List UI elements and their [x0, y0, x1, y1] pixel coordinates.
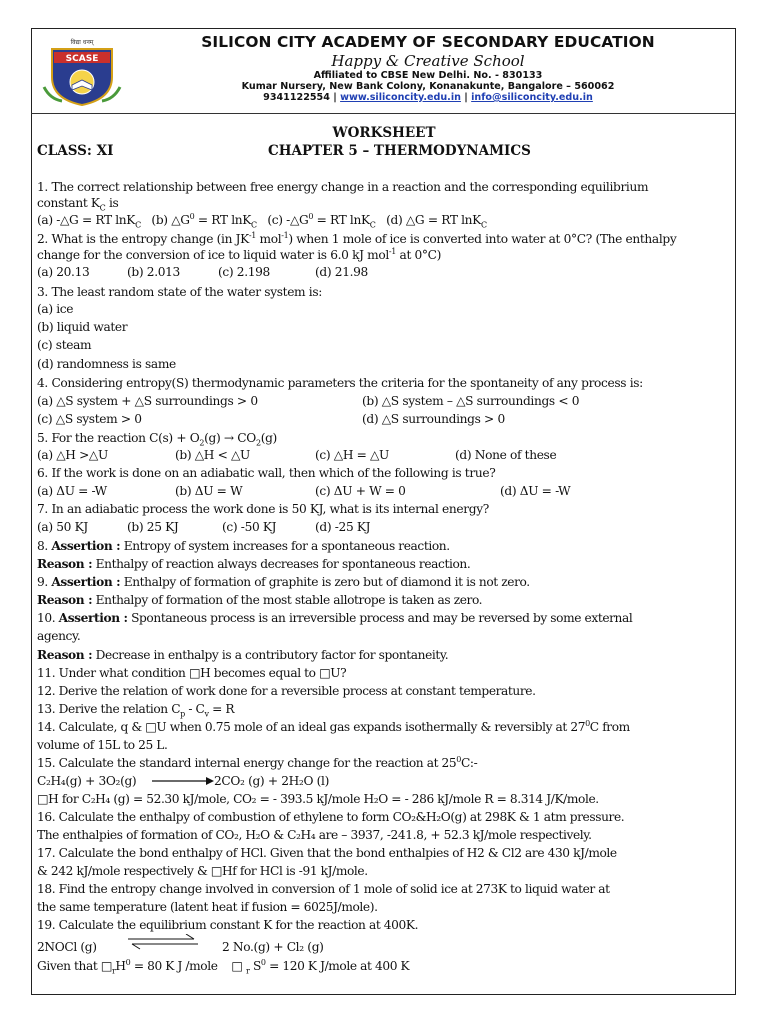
question-6-option-d: (d) ΔU = -W — [500, 484, 571, 498]
question-2-option-c: (c) 2.198 — [218, 265, 270, 279]
question-16-line-2: The enthalpies of formation of CO₂, H₂O & C₂H₄ are – 3937, -241.8, + 52.3 kJ/mole respectively. — [37, 828, 592, 842]
question-17-line-1: 17. Calculate the bond enthalpy of HCl. Given that the bond enthalpies of H2 & Cl2 are 430 kJ/mole — [37, 846, 617, 860]
question-8-reason: Reason : Enthalpy of reaction always decreases for spontaneous reaction. — [37, 557, 471, 571]
question-1-line-2: constant $K_C$ is — [37, 196, 119, 213]
question-2-option-d: (d) 21.98 — [315, 265, 368, 279]
question-4-option-a: (a) △S system + △S surroundings > 0 — [37, 394, 258, 408]
question-3-option-b: (b) liquid water — [37, 320, 128, 334]
question-4-option-c: (c) △S system > 0 — [37, 412, 142, 426]
school-tagline: Happy & Creative School — [331, 52, 525, 70]
question-4-option-d: (d) △S surroundings > 0 — [362, 412, 505, 426]
question-10-assertion: 10. Assertion : Spontaneous process is an irreversible process and may be reversed by some external — [37, 611, 633, 625]
email-link[interactable]: info@siliconcity.edu.in — [471, 92, 593, 103]
question-3-option-d: (d) randomness is same — [37, 357, 176, 371]
question-6-option-c: (c) ΔU + W = 0 — [315, 484, 406, 498]
worksheet-title: WORKSHEET — [332, 125, 436, 141]
reaction-arrow — [152, 776, 214, 786]
question-2-line-1: 2. What is the entropy change (in $JK^{-1}$ mol$^{-1}$) when 1 mole of ice is converted into water at 0°C? (The enthalpy — [37, 230, 677, 246]
school-name: SILICON CITY ACADEMY OF SECONDARY EDUCATION — [201, 33, 655, 51]
question-15: 15. Calculate the standard internal energy change for the reaction at $25^0C:-$ — [37, 754, 478, 770]
question-19: 19. Calculate the equilibrium constant K for the reaction at 400K. — [37, 918, 419, 932]
question-4-option-b: (b) △S system – △S surroundings < 0 — [362, 394, 580, 408]
question-3-option-c: (c) steam — [37, 338, 92, 352]
question-4: 4. Considering entropy(S) thermodynamic parameters the criteria for the spontaneity of any process is: — [37, 376, 643, 390]
question-2-option-a: (a) 20.13 — [37, 265, 90, 279]
question-19-products: 2 No.(g) + Cl₂ (g) — [222, 940, 324, 954]
question-3-option-a: (a) ice — [37, 302, 74, 316]
question-7-option-c: (c) -50 KJ — [222, 520, 277, 534]
question-19-reactant: 2NOCl (g) — [37, 940, 97, 954]
question-7-option-d: (d) -25 KJ — [315, 520, 371, 534]
question-15-data: □H for C₂H₄ (g) = 52.30 kJ/mole, CO₂ = - 393.5 kJ/mole H₂O = - 286 kJ/mole R = 8.314 J/K/mole. — [37, 792, 599, 806]
question-2-option-b: (b) 2.013 — [127, 265, 180, 279]
question-7-option-a: (a) 50 KJ — [37, 520, 88, 534]
question-6-option-a: (a) ΔU = -W — [37, 484, 107, 498]
question-19-given: Given that $□_rH^0 = 80$ K J /mole □ $_r$ $S^0 = 120$ K J/mole at 400 K — [37, 957, 410, 976]
question-2-line-2: change for the conversion of ice to liquid water is 6.0 kJ mol$^{-1}$ at 0°C) — [37, 246, 442, 262]
question-3: 3. The least random state of the water system is: — [37, 285, 322, 299]
question-9-assertion: 9. Assertion : Enthalpy of formation of graphite is zero but of diamond it is not zero. — [37, 575, 530, 589]
affiliation-line: Affiliated to CBSE New Delhi. No. - 830133 — [313, 70, 543, 81]
address-line: Kumar Nursery, New Bank Colony, Konanakunte, Bangalore – 560062 — [241, 81, 615, 92]
question-10-reason: Reason : Decrease in enthalpy is a contributory factor for spontaneity. — [37, 648, 449, 662]
phone-number: 9341122554 — [263, 92, 330, 103]
question-14-line-1: 14. Calculate, q & □U when 0.75 mole of an ideal gas expands isothermally & reversibly at $27^0C$ from — [37, 718, 630, 734]
header-divider — [31, 113, 736, 114]
question-7: 7. In an adiabatic process the work done is 50 KJ, what is its internal energy? — [37, 502, 489, 516]
question-5-option-a: (a) △H >△U — [37, 448, 108, 462]
question-1-line-1: 1. The correct relationship between free energy change in a reaction and the corresponding equilibrium — [37, 180, 649, 194]
question-18-line-2: the same temperature (latent heat if fusion = 6025J/mole). — [37, 900, 378, 914]
question-8-assertion: 8. Assertion : Entropy of system increases for a spontaneous reaction. — [37, 539, 450, 553]
question-6-option-b: (b) ΔU = W — [175, 484, 243, 498]
question-11: 11. Under what condition □H becomes equal to □U? — [37, 666, 347, 680]
question-16-line-1: 16. Calculate the enthalpy of combustion of ethylene to form CO₂&H₂O(g) at 298K & 1 atm pressure. — [37, 810, 625, 824]
question-12: 12. Derive the relation of work done for a reversible process at constant temperature. — [37, 684, 536, 698]
question-13: 13. Derive the relation $C_p - C_v = R$ — [37, 702, 235, 719]
question-9-reason: Reason : Enthalpy of formation of the most stable allotrope is taken as zero. — [37, 593, 483, 607]
class-label: CLASS: XI — [37, 143, 114, 159]
question-7-option-b: (b) 25 KJ — [127, 520, 179, 534]
logo-text: SCASE — [65, 54, 99, 64]
question-18-line-1: 18. Find the entropy change involved in conversion of 1 mole of solid ice at 273K to liquid water at — [37, 882, 610, 896]
question-6: 6. If the work is done on an adiabatic wall, then which of the following is true? — [37, 466, 496, 480]
question-15-reactants: C₂H₄(g) + 3O₂(g) — [37, 774, 137, 788]
question-5-option-d: (d) None of these — [455, 448, 557, 462]
question-17-line-2: & 242 kJ/mole respectively & □Hf for HCl is -91 kJ/mole. — [37, 864, 368, 878]
question-1-options: (a) -△G = RT lnK$_C$ (b) $\triangle G^0$ = RT lnK$_C$ (c) $-\triangle G^0$ = RT lnK$_C$ (d) △G = RT lnK$_C$ — [37, 211, 487, 230]
equilibrium-arrow — [128, 934, 208, 950]
question-5-option-b: (b) △H < △U — [175, 448, 250, 462]
logo-motto: विद्या धनम् — [70, 39, 94, 46]
question-14-line-2: volume of 15L to 25 L. — [37, 738, 168, 752]
chapter-title: CHAPTER 5 – THERMODYNAMICS — [268, 143, 531, 159]
school-logo — [40, 37, 124, 107]
question-15-products: 2CO₂ (g) + 2H₂O (l) — [214, 774, 329, 788]
contact-line: 9341122554 | www.siliconcity.edu.in | info@siliconcity.edu.in — [263, 92, 593, 103]
question-5: 5. For the reaction $C(s) + O_2(g) \to CO_2(g)$ — [37, 431, 277, 448]
question-5-option-c: (c) △H = △U — [315, 448, 389, 462]
question-10-assertion-cont: agency. — [37, 629, 81, 643]
website-link[interactable]: www.siliconcity.edu.in — [340, 92, 461, 103]
